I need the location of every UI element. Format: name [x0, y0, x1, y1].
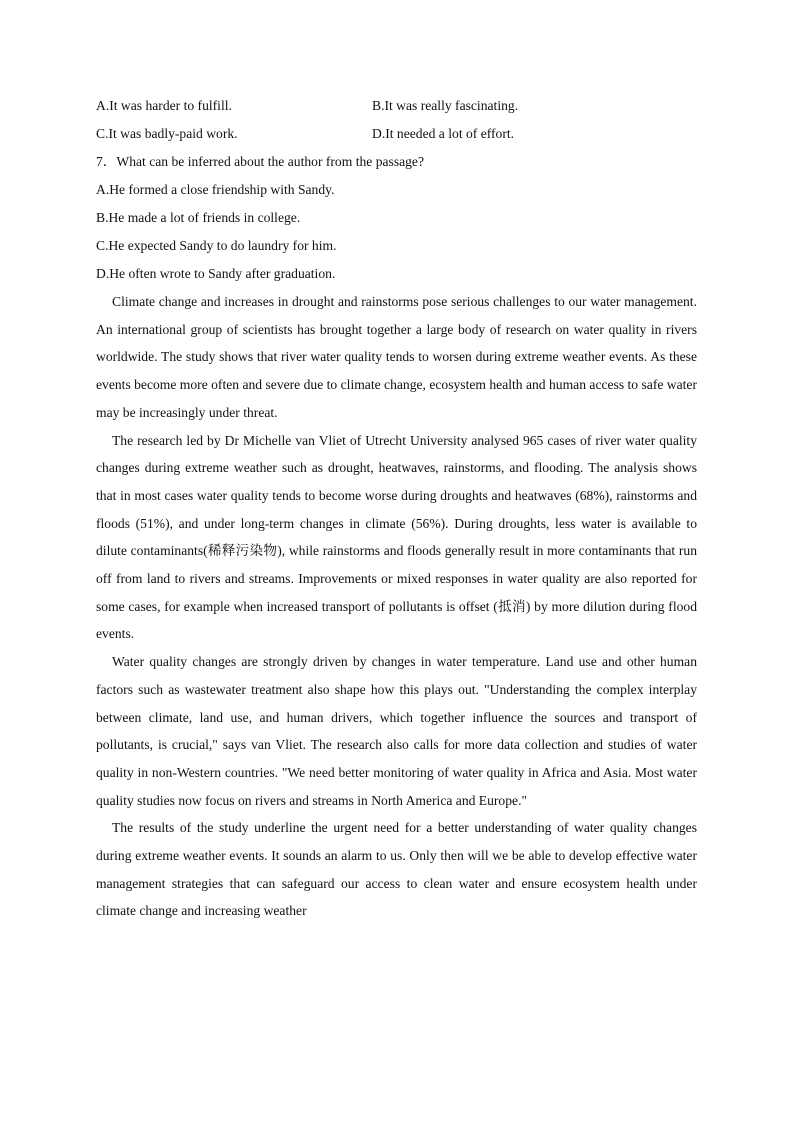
- q6-option-a: A.It was harder to fulfill.: [96, 98, 232, 113]
- document-page: [96, 92, 697, 925]
- passage-paragraph-1: Climate change and increases in drought and rainstorms pose serious challenges to our water management. An international group of scientists has brought together a large body of research on water quality in rivers worldwide. The study shows that river water quality tends to worsen during extreme weather events. As these events become more often and severe due to climate change, ecosystem health and human access to safe water may be increasingly under threat.: [96, 294, 697, 420]
- passage-paragraph-2: The research led by Dr Michelle van Vliet of Utrecht University analysed 965 cases of river water quality changes during extreme weather such as drought, heatwaves, rainstorms, and flooding. The analysis shows that in most cases water quality tends to become worse during droughts and heatwaves (68%), rainstorms and floods (51%), and under long-term changes in climate (56%). During droughts, less water is available to dilute contaminants(稀释污染物), while rainstorms and floods generally result in more contaminants that run off from land to rivers and streams. Improvements or mixed responses in water quality are also reported for some cases, for example when increased transport of pollutants is offset (抵消) by more dilution during flood events.: [96, 432, 697, 642]
- q7-option-a: A.He formed a close friendship with Sandy.: [96, 182, 335, 197]
- q6-options-row-1: [96, 92, 697, 120]
- q7-option-d: D.He often wrote to Sandy after graduation.: [96, 266, 336, 281]
- q6-options-row-2: [96, 120, 697, 148]
- q6-option-b: B.It was really fascinating.: [372, 98, 519, 113]
- q6-option-c: C.It was badly-paid work.: [96, 126, 238, 141]
- q7-option-c: C.He expected Sandy to do laundry for him.: [96, 238, 337, 253]
- q6-option-d: D.It needed a lot of effort.: [372, 126, 515, 141]
- passage-paragraph-4: The results of the study underline the urgent need for a better understanding of water quality changes during extreme weather events. It sounds an alarm to us. Only then will we be able to develop effective water management strategies that can safeguard our access to clean water and ensure ecosystem health under climate change and increasing weather: [96, 820, 697, 919]
- q7-option-b: B.He made a lot of friends in college.: [96, 210, 301, 225]
- q7-question: 7．What can be inferred about the author from the passage?: [96, 154, 425, 169]
- passage-paragraph-3: Water quality changes are strongly driven by changes in water temperature. Land use and other human factors such as wastewater treatment also shape how this plays out. "Understanding the complex interplay between climate, land use, and human drivers, which together influence the sources and transport of pollutants, is crucial," says van Vliet. The research also calls for more data collection and studies of water quality in non-Western countries. "We need better monitoring of water quality in Africa and Asia. Most water quality studies now focus on rivers and streams in North America and Europe.": [96, 654, 697, 808]
